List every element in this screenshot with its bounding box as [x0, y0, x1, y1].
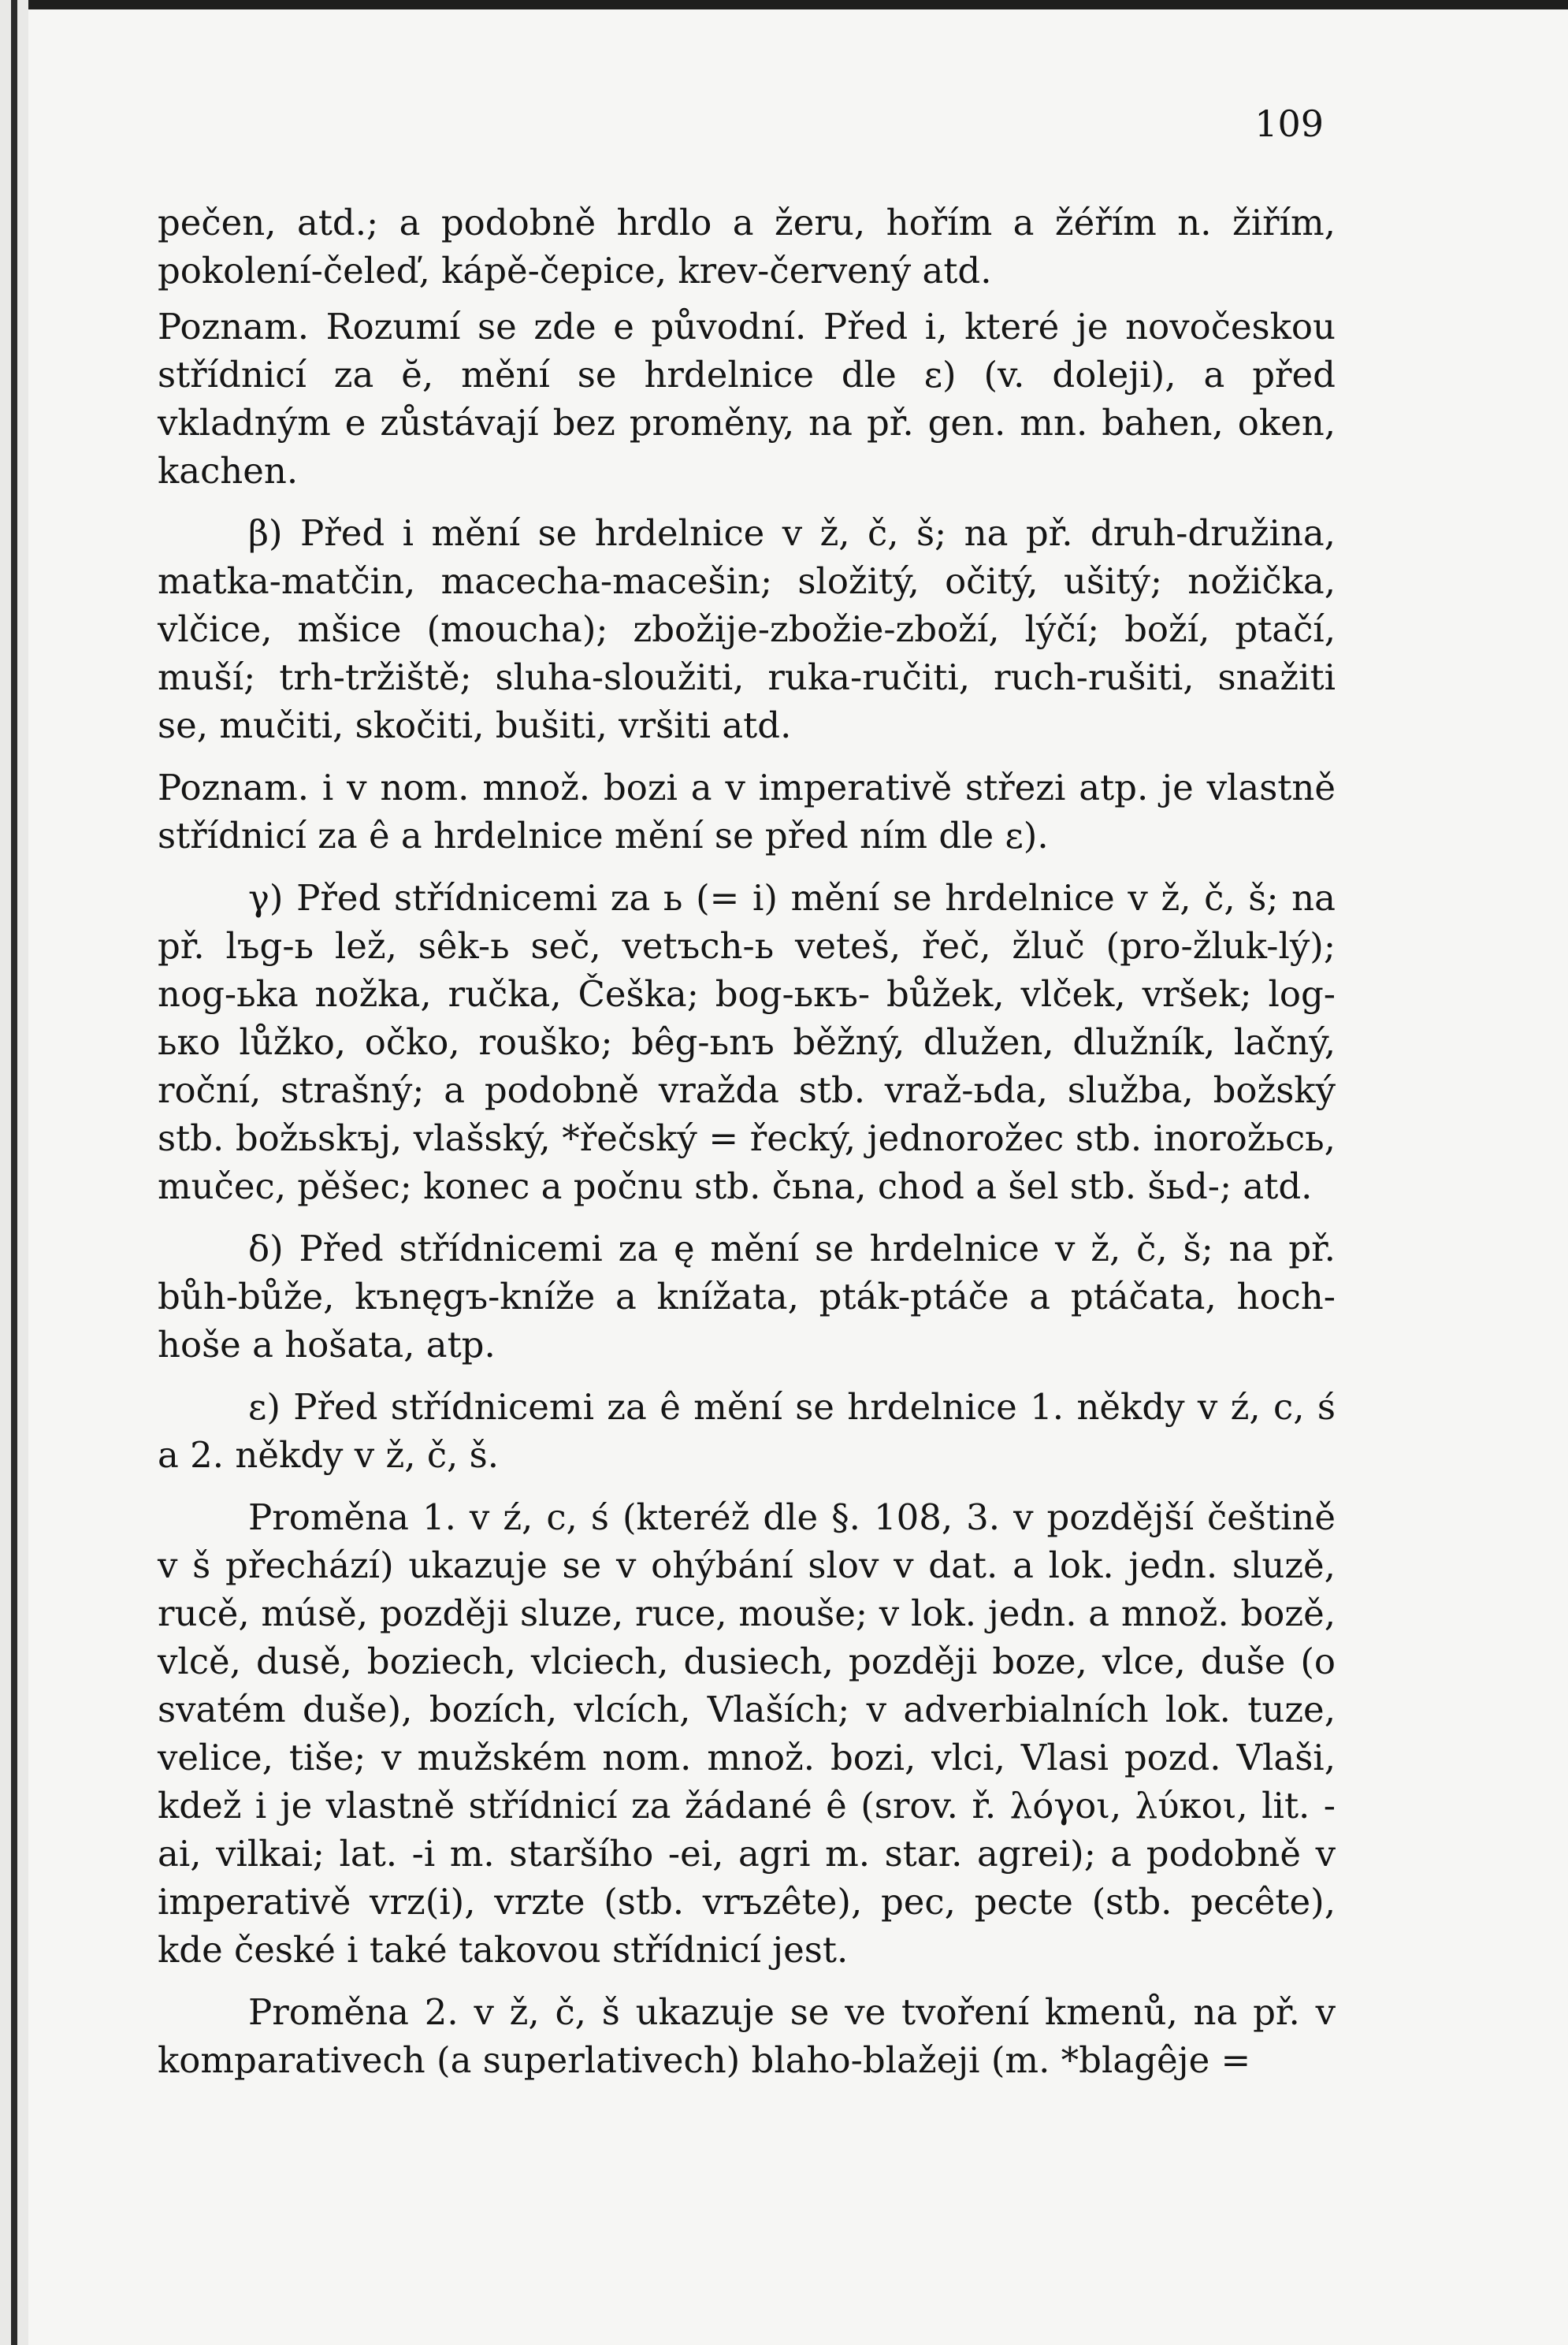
page-number: 109 — [1254, 102, 1324, 145]
paragraph-1: pečen, atd.; a podobně hrdlo a žeru, hořím a žéřím n. žiřím, pokolení-čeleď, kápě-čepice, krev-červený atd. — [158, 202, 1336, 292]
paragraph-7-epsilon: ε) Před střídnicemi za ê mění se hrdelnice 1. někdy v ź, c, ś a 2. někdy v ž, č, š. — [158, 1386, 1336, 1476]
paragraph-2-note: Poznam. Rozumí se zde e původní. Před i, které je novočeskou střídnicí za ĕ, mění se hrdelnice dle ε) (v. doleji), a před vkladným e zůstávají bez proměny, na př. gen. mn. bahen, oken, kachen. — [158, 306, 1336, 492]
paragraph-8-promena-1: Proměna 1. v ź, c, ś (kteréž dle §. 108, 3. v pozdější češtině v š přechází) ukazuje se v ohýbání slov v dat. a lok. jedn. sluzě, rucě, músě, později sluze, ruce, mouše; v lok. jedn. a množ. bozě, vlcě, dusě, boziech, vlciech, dusiech, později boze, vlce, duše (o svatém duše), bozích, vlcích, Vlaších; v adverbialních lok. tuze, velice, tiše; v mužském nom. množ. bozi, vlci, Vlasi pozd. Vlaši, kdež i je vlastně střídnicí za žádané ê (srov. ř. λόγοι, λύκοι, lit. -ai, vilkai; lat. -i m. staršího -ei, agri m. star. agrei); a podobně v imperativě vrz(i), vrzte (stb. vrъzête), pec, pecte (stb. pecête), kde české i také takovou střídnicí jest. — [158, 1496, 1336, 1971]
paragraph-3-beta: β) Před i mění se hrdelnice v ž, č, š; na př. druh-družina, matka-matčin, macecha-macešin; složitý, očitý, ušitý; nožička, vlčice, mšice (moucha); zbožije-zbožie-zboží, lýčí; boží, ptačí, muší; trh-tržiště; sluha-sloužiti, ruka-ručiti, ruch-rušiti, snažiti se, mučiti, skočiti, bušiti, vršiti atd. — [158, 512, 1336, 746]
page-body — [158, 199, 1336, 2084]
paragraph-6-delta: δ) Před střídnicemi za ę mění se hrdelnice v ž, č, š; na př. bůh-bůže, kъnęgъ-kníže a knížata, pták-ptáče a ptáčata, hoch-hoše a hošata, atp. — [158, 1228, 1336, 1366]
paragraph-4-note: Poznam. i v nom. množ. bozi a v imperativě střezi atp. je vlastně střídnicí za ê a hrdelnice mění se před ním dle ε). — [158, 767, 1336, 857]
paragraph-9-promena-2: Proměna 2. v ž, č, š ukazuje se ve tvoření kmenů, na př. v komparativech (a superlativech) blaho-blažeji (m. *blagêje = — [158, 1991, 1336, 2081]
scan-top-border — [0, 0, 1568, 9]
scan-left-binding-line — [11, 0, 17, 2345]
paragraph-5-gamma: γ) Před střídnicemi za ь (= i) mění se hrdelnice v ž, č, š; na př. lъg-ь lež, sêk-ь seč, vetъch-ь veteš, řeč, žluč (pro-žluk-lý); nog-ьka nožka, ručka, Češka; bog-ькъ- bůžek, vlček, vršek; log-ько lůžko, očko, rouško; bêg-ьnъ běžný, dlužen, dlužník, lačný, roční, strašný; a podobně vražda stb. vraž-ьda, služba, božský stb. božьskъj, vlašský, *řečský = řecký, jednorožec stb. inorožьcь, mučec, pěšec; konec a počnu stb. čьna, chod a šel stb. šьd-; atd. — [158, 877, 1336, 1207]
